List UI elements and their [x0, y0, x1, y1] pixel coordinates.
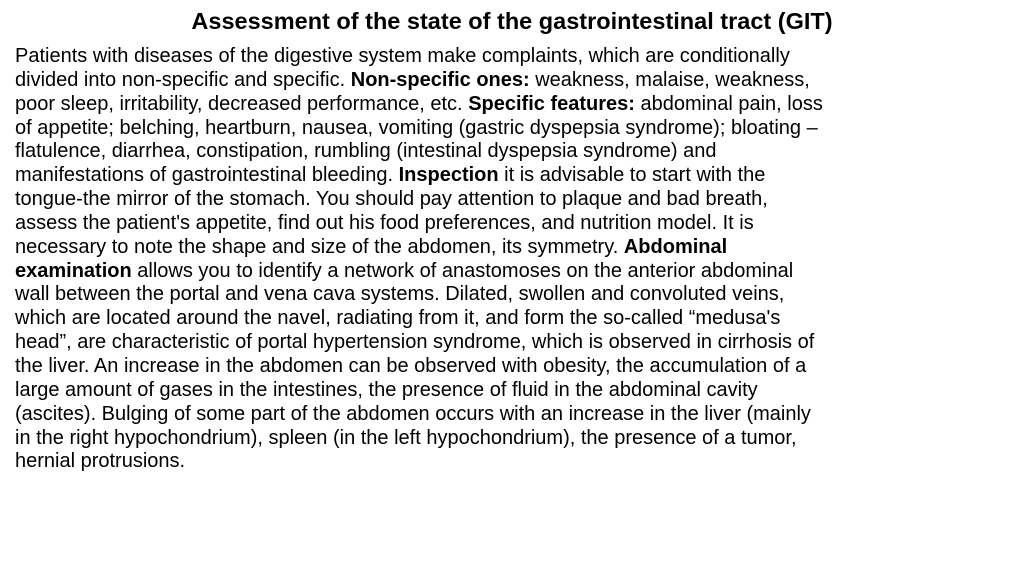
text-run: the liver. An increase in the abdomen can be observed with obesity, the accumulation of a [15, 354, 807, 377]
text-run: allows you to identify a network of anastomoses on the anterior abdominal [131, 259, 794, 282]
text-run: flatulence, diarrhea, constipation, rumbling (intestinal dyspepsia syndrome) and [15, 140, 717, 163]
slide-title: Assessment of the state of the gastrointestinal tract (GIT) [191, 8, 833, 34]
text-run: it is advisable to start with the [498, 164, 766, 187]
text-run: in the right hypochondrium), spleen (in the left hypochondrium), the presence of a tumor, [15, 426, 797, 449]
text-line [15, 450, 1011, 474]
text-line [15, 93, 1011, 117]
text-line [15, 117, 1011, 141]
text-line [15, 427, 1011, 451]
text-line [15, 236, 1011, 260]
text-line [15, 260, 1011, 284]
text-line [15, 164, 1011, 188]
text-run: wall between the portal and vena cava systems. Dilated, swollen and convoluted veins, [15, 283, 785, 306]
text-line [15, 69, 1011, 93]
text-line [15, 379, 1011, 403]
text-run: Patients with diseases of the digestive system make complaints, which are conditionally [15, 45, 790, 67]
text-line [15, 307, 1011, 331]
text-run: necessary to note the shape and size of the abdomen, its symmetry. [15, 235, 624, 258]
text-run: of appetite; belching, heartburn, nausea, vomiting (gastric dyspepsia syndrome); bloating – [15, 116, 818, 139]
text-run: assess the patient's appetite, find out his food preferences, and nutrition model. It is [15, 211, 754, 234]
text-line [15, 331, 1011, 355]
text-line [15, 283, 1011, 307]
text-run: manifestations of gastrointestinal bleeding. [15, 164, 399, 187]
bold-term-inspection: Inspection [398, 164, 499, 187]
text-line [15, 355, 1011, 379]
text-run: divided into non-specific and specific. [15, 68, 351, 91]
slide-body-text [15, 45, 1011, 474]
bold-term-abdominal: Abdominal [623, 235, 728, 258]
text-run: poor sleep, irritability, decreased performance, etc. [15, 92, 469, 115]
bold-term-specific: Specific features: [468, 92, 635, 115]
text-run: weakness, malaise, weakness, [529, 68, 810, 91]
text-run: head”, are characteristic of portal hypertension syndrome, which is observed in cirrhosis of [15, 331, 815, 354]
text-line [15, 403, 1011, 427]
text-run: (ascites). Bulging of some part of the abdomen occurs with an increase in the liver (mainly [15, 402, 811, 425]
bold-term-examination: examination [15, 259, 132, 282]
text-run: hernial protrusions. [15, 450, 186, 473]
text-line [15, 212, 1011, 236]
text-line [15, 140, 1011, 164]
text-run: large amount of gases in the intestines, the presence of fluid in the abdominal cavity [15, 378, 758, 401]
text-run: abdominal pain, loss [634, 92, 823, 115]
text-run: which are located around the navel, radiating from it, and form the so-called “medusa's [15, 307, 781, 330]
text-line [15, 45, 1011, 69]
text-run: tongue-the mirror of the stomach. You should pay attention to plaque and bad breath, [15, 188, 768, 211]
text-line [15, 188, 1011, 212]
bold-term-non-specific: Non-specific ones: [350, 68, 530, 91]
